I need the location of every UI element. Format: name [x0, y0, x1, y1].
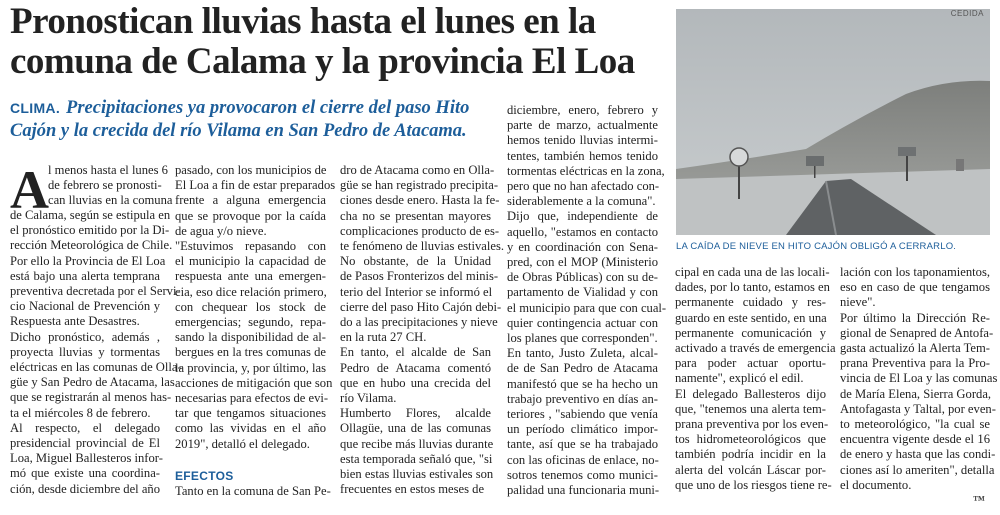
body-column-2	[175, 163, 336, 452]
text-line: preventiva decretada por el Servi-	[10, 284, 181, 299]
text-line: Loa, Miguel Ballesteros infor-	[10, 451, 163, 466]
text-line: de febrero se pronosti-	[48, 178, 162, 193]
lead-line-2: Cajón y la crecida del río Vilama en San Pedro de Atacama.	[10, 121, 467, 141]
lead-paragraph	[10, 97, 500, 143]
body-column-1	[10, 208, 182, 497]
lead-line-1	[10, 97, 500, 120]
text-line: pred, con el MOP (Ministerio	[507, 255, 658, 270]
text-line: esta temporada señaló que, "si	[340, 451, 493, 466]
text-line: l menos hasta el lunes 6	[48, 163, 168, 177]
text-line: necesarias para efectos de evi-	[175, 391, 329, 406]
headline-line-1: Pronostican lluvias hasta el lunes en la	[10, 1, 596, 42]
text-line: Dicho pronóstico, además ,	[10, 329, 160, 344]
text-line: también podría incidir en la	[675, 447, 826, 462]
text-line: los planes que corresponden".	[507, 331, 658, 346]
text-line: permanente cuidado y res-	[675, 295, 826, 310]
text-line: de agua y/o nieve.	[175, 223, 267, 238]
news-photo	[676, 9, 990, 235]
text-line: acciones de mitigación que son	[175, 375, 333, 390]
text-line: alerta del volcán Láscar por-	[675, 462, 826, 477]
text-line: cipal en cada una de las locali-	[675, 265, 830, 279]
text-line: nieve".	[840, 295, 876, 310]
text-line: en la ruta 27 CH.	[340, 330, 427, 345]
text-line: que en hubo una crecida del	[340, 375, 491, 390]
text-line: pero que no han afectado con-	[507, 179, 660, 194]
text-line: de Obras Públicas) con su de-	[507, 270, 658, 285]
text-line: dades, por lo tanto, estamos en	[675, 280, 830, 295]
text-line: to meteorológico, "la cual se	[840, 417, 990, 432]
text-line: Tanto en la comuna de San Pe-	[175, 484, 331, 498]
text-line: complicaciones producto de es-	[340, 223, 500, 238]
text-line: un período climático impor-	[507, 422, 658, 437]
text-line: vincia de El Loa y las comunas	[840, 371, 998, 386]
text-line: can lluvias en la comuna	[48, 193, 173, 208]
text-line: Antofagasta y Taltal, por even-	[840, 401, 996, 416]
text-line: El delegado Ballesteros dijo	[675, 386, 826, 401]
text-line: frecuentes en estos meses de	[340, 482, 485, 497]
text-line: respuesta ante una emergen-	[175, 269, 326, 284]
text-line: partamento de Vialidad y con	[507, 285, 658, 300]
text-line: de María Elena, Sierra Gorda,	[840, 386, 992, 401]
text-line: teriores , "sabiendo que venía	[507, 407, 658, 422]
text-line: como las vividas en el año	[175, 421, 326, 436]
text-line: Ollagüe, una de las comunas	[340, 421, 491, 436]
text-line: No obstante, de la Unidad	[340, 254, 491, 269]
section-heading-efectos: EFECTOS	[175, 469, 234, 483]
text-line: de Pasos Fronterizos del minis-	[340, 269, 499, 284]
section-kicker: CLIMA.	[10, 100, 61, 116]
text-line: emergencias; segundo, repa-	[175, 315, 326, 330]
text-line: Por último la Dirección Re-	[840, 310, 990, 325]
body-column-4	[507, 103, 667, 498]
text-line: tos hidrometeorológicos que	[675, 432, 826, 447]
text-line: gasta actualizó la Alerta Tem-	[840, 341, 990, 356]
text-line: con chequear los stock de	[175, 299, 326, 314]
text-line: que, "tenemos una alerta tem-	[675, 401, 826, 416]
text-line: eso en caso de que tengamos	[840, 280, 990, 295]
text-line: pasado, con los municipios de	[175, 163, 327, 177]
text-line: bergues en la tres comunas de	[175, 345, 326, 360]
text-line: de enero y hasta que las condi-	[840, 447, 996, 462]
text-line: ciones desde enero. Hasta la fe-	[340, 193, 500, 208]
text-line: cia, eso dice relación primero,	[175, 284, 327, 299]
text-line: presidencial provincial de El	[10, 436, 160, 451]
text-line: palidad una funcionaria muni-	[507, 483, 660, 498]
text-line: de de San Pedro de Atacama	[507, 361, 658, 376]
text-line: que se registrarán al menos has-	[10, 390, 172, 405]
text-line: "Estuvimos repasando con	[175, 239, 326, 254]
drop-cap: A	[10, 160, 49, 220]
text-line: güe y San Pedro de Atacama, las	[10, 375, 175, 390]
text-line: do a las precipitaciones y nieve	[340, 315, 498, 330]
lead-text-1: Precipitaciones ya provocaron el cierre del paso Hito	[66, 98, 470, 118]
text-line: tormentas eléctricas en la zona,	[507, 163, 665, 178]
text-line: namente", explicó el edil.	[675, 371, 804, 386]
text-line: permanente comunicación y	[675, 325, 826, 340]
body-column-6	[840, 265, 998, 493]
text-line: está bajo una alerta temprana	[10, 268, 160, 283]
text-line: El Loa a fin de estar preparados	[175, 178, 336, 193]
snowy-road-photo	[676, 9, 990, 235]
text-line: río Vilama.	[340, 391, 397, 406]
text-line: Dijo que, independiente de	[507, 209, 658, 224]
text-line: el pronóstico emitido por la Di-	[10, 223, 170, 238]
text-line: prana preventiva por los even-	[675, 417, 829, 432]
text-line: hemos tenido lluvias intermi-	[507, 133, 658, 148]
body-column-5	[675, 265, 836, 493]
text-line: prana Preventiva para la Pro-	[840, 356, 990, 371]
text-line: ta el miércoles 8 de febrero.	[10, 405, 151, 420]
text-line: cierre del paso Hito Cajón debi-	[340, 299, 502, 314]
text-line: activado a través de emergencia	[675, 341, 836, 356]
text-line: dro de Atacama como en Olla-	[340, 163, 495, 177]
text-line: ciones así lo ameriten", detalla	[840, 462, 995, 477]
body-column-2-continued	[175, 484, 331, 499]
text-line: güe se han registrado precipita-	[340, 178, 499, 193]
text-line: 2019", detalló el delegado.	[175, 436, 310, 451]
text-line: siderablemente a la comuna".	[507, 194, 656, 209]
text-line: proyecta lluvias y tormentas	[10, 344, 160, 359]
text-line: cio Nacional de Prevención y	[10, 299, 160, 314]
text-line: el municipio para que con cual-	[507, 300, 667, 315]
text-line: tar que tengamos situaciones	[175, 406, 326, 421]
text-line: que se provoque por la caída	[175, 208, 326, 223]
text-line: terio del Interior se informó el	[340, 284, 493, 299]
text-line: y en coordinación con Sena-	[507, 239, 658, 254]
headline-line-2: comuna de Calama y la provincia El Loa	[10, 41, 635, 82]
text-line: Humberto Flores, alcalde	[340, 406, 491, 421]
text-line: En tanto, el alcalde de San	[340, 345, 491, 360]
text-line: tante, así que se ha trabajado	[507, 437, 658, 452]
text-line: En tanto, Justo Zuleta, alcal-	[507, 346, 658, 361]
text-line: quier contingencia actuar con	[507, 315, 658, 330]
photo-caption: LA CAÍDA DE NIEVE EN HITO CAJÓN OBLIGÓ A CERRARLO.	[676, 241, 957, 252]
text-line: el documento.	[840, 477, 912, 492]
text-line: eléctricas en las comunas de Olla-	[10, 360, 182, 375]
text-line: tentes, también hemos tenido	[507, 148, 658, 163]
text-line: sando la disponibilidad de al-	[175, 330, 326, 345]
text-line: con las oficinas de enlace, no-	[507, 452, 659, 467]
text-line: guardo en este sentido, en una	[675, 310, 827, 325]
body-column-1-top	[48, 163, 173, 209]
text-line: ción, desde diciembre del año	[10, 481, 161, 496]
text-line: rección Meteorológica de Chile.	[10, 238, 173, 253]
photo-credit: CEDIDA	[950, 9, 984, 18]
text-line: encuentra vigente desde el 16	[840, 432, 990, 447]
text-line: Por ello la Provincia de El Loa	[10, 253, 166, 268]
text-line: gional de Senapred de Antofa-	[840, 325, 994, 340]
text-line: manifestó que se ha hecho un	[507, 376, 658, 391]
text-line: bien estas lluvias estivales son	[340, 467, 494, 482]
text-line: trabajo preventivo en días an-	[507, 391, 658, 406]
text-line: mó que existe una coordina-	[10, 466, 160, 481]
headline	[10, 2, 670, 82]
text-line: lación con los taponamientos,	[840, 265, 990, 279]
text-line: parte de marzo, actualmente	[507, 118, 658, 133]
text-line: te fenómeno de lluvias estivales.	[340, 239, 505, 254]
text-line: Al respecto, el delegado	[10, 420, 160, 435]
text-line: Pedro de Atacama comentó	[340, 360, 491, 375]
text-line: Respuesta ante Desastres.	[10, 314, 140, 329]
text-line: de Calama, según se estipula en	[10, 208, 171, 222]
text-line: que uno de los riesgos tiene re-	[675, 477, 832, 492]
text-line: que recibe más lluvias durante	[340, 436, 494, 451]
text-line: frente a alguna emergencia	[175, 193, 326, 208]
text-line: cha no se presentan mayores	[340, 208, 491, 223]
text-line: aquello, "estamos en contacto	[507, 224, 658, 239]
text-line: sotros tenemos como munici-	[507, 467, 658, 482]
body-column-3	[340, 163, 505, 497]
text-line: diciembre, enero, febrero y	[507, 103, 658, 117]
end-mark: ™	[973, 493, 985, 507]
text-line: para poder actuar oportu-	[675, 356, 826, 371]
text-line: el municipio la capacidad de	[175, 254, 326, 269]
text-line: la provincia, y, por último, las	[175, 360, 326, 375]
